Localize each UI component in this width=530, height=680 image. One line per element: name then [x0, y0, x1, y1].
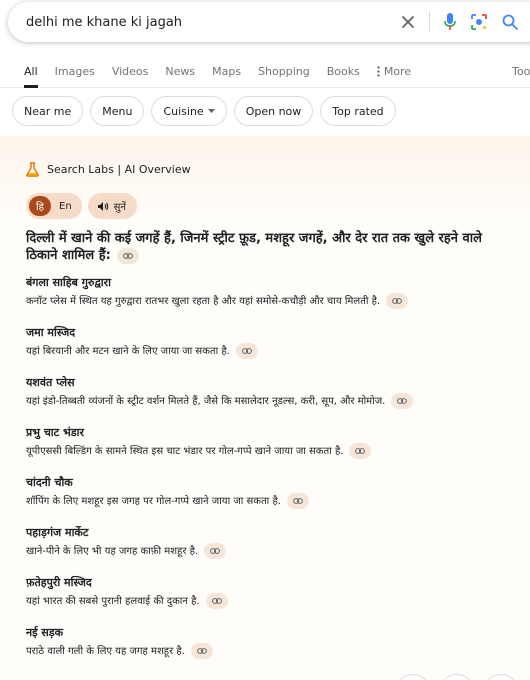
caret-down-icon — [208, 109, 215, 114]
list-item — [26, 274, 516, 312]
language-controls — [26, 193, 137, 219]
divider — [429, 11, 430, 33]
chip-menu[interactable]: Menu — [90, 96, 144, 126]
lang-english-option[interactable]: En — [59, 200, 72, 212]
place-description — [26, 642, 516, 662]
clear-icon[interactable] — [401, 15, 415, 29]
place-name: प्रभु चाट भंडार — [26, 426, 84, 439]
feedback-buttons — [396, 674, 518, 680]
place-description-text: यहां इंडो-तिब्बती व्यंजनों के स्ट्रीट वर्शन मिलते हैं, जैसे कि मसालेदार नूडल्स, करी, सूप, और मोमोज. — [26, 396, 386, 407]
place-description-text: यहां भारत की सबसे पुरानी हलवाई की दुकान है. — [26, 596, 200, 607]
place-name: बंगला साहिब गुरुद्वारा — [26, 276, 111, 289]
place-name: फ़तेहपुरी मस्जिद — [26, 576, 92, 589]
citation-link-icon[interactable] — [191, 643, 213, 659]
citation-link-icon[interactable] — [204, 543, 226, 559]
tab-videos[interactable]: Videos — [111, 65, 149, 78]
tab-books[interactable]: Books — [326, 65, 360, 78]
lens-icon[interactable] — [470, 13, 488, 31]
tab-images[interactable]: Images — [54, 65, 95, 78]
search-icon[interactable] — [502, 14, 518, 30]
list-item — [26, 374, 516, 412]
place-description-text: कनॉट प्लेस में स्थित यह गुरुद्वारा रातभर खुला रहता है और यहां समोसे-कचौड़ी और चाय मिलती है. — [26, 296, 381, 307]
chip-cuisine-label: Cuisine — [163, 104, 204, 118]
search-tabs — [0, 56, 530, 88]
place-name: चांदनी चौक — [26, 476, 73, 489]
tab-tools[interactable]: Too — [512, 65, 530, 78]
place-description-text: शॉपिंग के लिए मशहूर इस जगह पर गोल-गप्पे खाने जाया जा सकता है. — [26, 496, 281, 507]
listen-button[interactable] — [88, 193, 137, 219]
place-name: नई सड़क — [26, 626, 64, 639]
mic-icon[interactable] — [444, 13, 456, 31]
ai-overview-intro — [26, 230, 506, 264]
place-description — [26, 592, 516, 612]
place-description — [26, 542, 516, 562]
filter-chips — [12, 96, 396, 126]
language-toggle[interactable] — [26, 193, 82, 219]
place-name: यशवंत प्लेस — [26, 376, 75, 389]
search-input[interactable]: delhi me khane ki jagah — [26, 14, 183, 30]
intro-text: दिल्ली में खाने की कई जगहें हैं, जिनमें स्ट्रीट फ़ूड, मशहूर जगहें, और देर रात तक खुले रहने वाले ठिकाने शामिल हैं: — [26, 231, 482, 263]
list-item — [26, 524, 516, 562]
flask-icon — [26, 162, 39, 177]
tab-more-label: More — [383, 65, 412, 78]
chip-near-me[interactable]: Near me — [12, 96, 83, 126]
chip-top-rated[interactable]: Top rated — [320, 96, 395, 126]
place-description — [26, 292, 516, 312]
ai-overview — [0, 136, 530, 680]
list-item — [26, 624, 516, 662]
place-name: पहाड़गंज मार्केट — [26, 526, 89, 539]
place-description — [26, 442, 516, 462]
speaker-icon — [97, 201, 109, 212]
citation-link-icon[interactable] — [349, 443, 371, 459]
list-item — [26, 324, 516, 362]
more-vert-icon — [377, 66, 380, 77]
search-bar[interactable] — [8, 2, 530, 42]
listen-label: सुनें — [113, 202, 126, 213]
tab-maps[interactable]: Maps — [212, 65, 242, 78]
citation-link-icon[interactable] — [206, 593, 228, 609]
place-description-text: खाने-पीने के लिए भी यह जगह काफ़ी मशहूर है. — [26, 546, 199, 557]
place-description — [26, 492, 516, 512]
place-description-text: पराठे वाली गली के लिए यह जगह मशहूर है. — [26, 646, 185, 657]
place-description-text: यूपीएससी बिल्डिंग के सामने स्थित इस चाट भंडार पर गोल-गप्पे खाने जाया जा सकता है. — [26, 446, 344, 457]
chip-open-now[interactable]: Open now — [234, 96, 314, 126]
thumbs-up-button[interactable] — [396, 674, 430, 680]
citation-link-icon[interactable] — [287, 493, 309, 509]
ai-overview-title: Search Labs | AI Overview — [47, 163, 191, 176]
chip-cuisine[interactable] — [151, 96, 226, 126]
list-item — [26, 424, 516, 462]
tab-shopping[interactable]: Shopping — [258, 65, 310, 78]
list-item — [26, 474, 516, 512]
tab-all[interactable]: All — [24, 56, 38, 88]
lang-hindi-option[interactable]: हि — [29, 196, 51, 216]
citation-link-icon[interactable] — [386, 293, 408, 309]
tab-news[interactable]: News — [165, 65, 196, 78]
citation-link-icon[interactable] — [236, 343, 258, 359]
citation-link-icon[interactable] — [391, 393, 413, 409]
places-list — [26, 274, 516, 674]
thumbs-down-button[interactable] — [440, 674, 474, 680]
ai-overview-header — [26, 162, 191, 177]
tab-more[interactable] — [377, 56, 411, 88]
place-description — [26, 392, 516, 412]
citation-link-icon[interactable] — [117, 248, 139, 264]
more-options-button[interactable] — [484, 674, 518, 680]
list-item — [26, 574, 516, 612]
place-name: जमा मस्जिद — [26, 326, 76, 339]
place-description — [26, 342, 516, 362]
place-description-text: यहां बिरयानी और मटन खाने के लिए जाया जा सकता है. — [26, 346, 230, 357]
